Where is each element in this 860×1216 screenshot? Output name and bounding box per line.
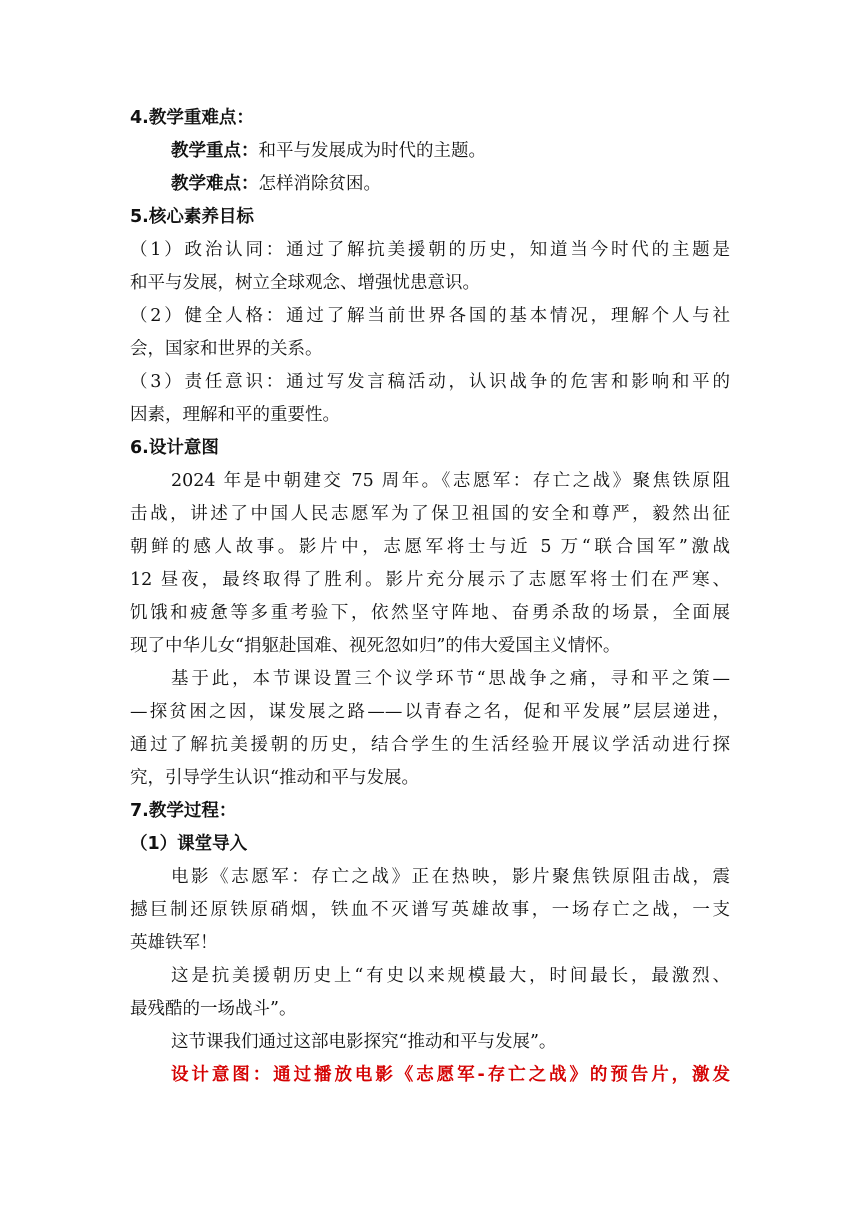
document-body — [130, 102, 730, 1092]
design-intent-line: 击战，讲述了中国人民志愿军为了保卫祖国的安全和尊严，毅然出征 — [130, 504, 730, 524]
subsection-heading-intro: （1）课堂导入 — [130, 834, 248, 854]
key-point-text: 和平与发展成为时代的主题。 — [258, 141, 486, 161]
difficulty-text: 怎样消除贫困。 — [258, 174, 381, 194]
design-intent-line: 饥饿和疲惫等多重考验下，依然坚守阵地、奋勇杀敌的场景，全面展 — [130, 603, 730, 623]
literacy-goal-line: 和平与发展，树立全球观念、增强忧患意识。 — [130, 273, 480, 293]
literacy-goal-line: 会，国家和世界的关系。 — [130, 339, 323, 359]
literacy-goal-line: （1）政治认同：通过了解抗美援朝的历史，知道当今时代的主题是 — [130, 240, 730, 260]
section-heading-7: 7.教学过程： — [130, 801, 237, 821]
intro-line: 这是抗美援朝历史上“有史以来规模最大，时间最长，最激烈、 — [171, 966, 730, 986]
design-intent-line: 基于此，本节课设置三个议学环节“思战争之痛，寻和平之策— — [171, 669, 730, 689]
literacy-goal-line: （2）健全人格：通过了解当前世界各国的基本情况，理解个人与社 — [130, 306, 730, 326]
design-intent-line: 究，引导学生认识“推动和平与发展。 — [130, 768, 419, 788]
intro-line: 电影《志愿军：存亡之战》正在热映，影片聚焦铁原阻击战，震 — [171, 867, 730, 887]
teaching-key-point — [130, 135, 730, 168]
design-note-red: 设计意图：通过播放电影《志愿军-存亡之战》的预告片，激发 — [171, 1065, 730, 1085]
design-intent-line: 2024 年是中朝建交 75 周年。《志愿军：存亡之战》聚焦铁原阻 — [171, 471, 730, 491]
intro-line: 最残酷的一场战斗”。 — [130, 999, 297, 1019]
difficulty-label: 教学难点： — [171, 174, 259, 194]
design-intent-line: 朝鲜的感人故事。影片中，志愿军将士与近 5 万“联合国军”激战 — [130, 537, 730, 557]
section-heading-4: 4.教学重难点： — [130, 108, 254, 128]
intro-line: 撼巨制还原铁原硝烟，铁血不灭谱写英雄故事，一场存亡之战，一支 — [130, 900, 730, 920]
literacy-goal-line: （3）责任意识：通过写发言稿活动，认识战争的危害和影响和平的 — [130, 372, 730, 392]
teaching-difficulty — [130, 168, 730, 201]
literacy-goal-line: 因素，理解和平的重要性。 — [130, 405, 340, 425]
section-heading-6: 6.设计意图 — [130, 438, 219, 458]
design-intent-line: —探贫困之因，谋发展之路——以青春之名，促和平发展”层层递进， — [130, 702, 730, 722]
intro-line: 这节课我们通过这部电影探究“推动和平与发展”。 — [171, 1032, 557, 1052]
design-intent-line: 12 昼夜，最终取得了胜利。影片充分展示了志愿军将士们在严寒、 — [130, 570, 730, 590]
design-intent-line: 通过了解抗美援朝的历史，结合学生的生活经验开展议学活动进行探 — [130, 735, 730, 755]
section-heading-5: 5.核心素养目标 — [130, 207, 254, 227]
intro-line: 英雄铁军！ — [130, 933, 218, 953]
design-intent-line: 现了中华儿女“捐躯赴国难、视死忽如归”的伟大爱国主义情怀。 — [130, 636, 621, 656]
key-point-label: 教学重点： — [171, 141, 259, 161]
